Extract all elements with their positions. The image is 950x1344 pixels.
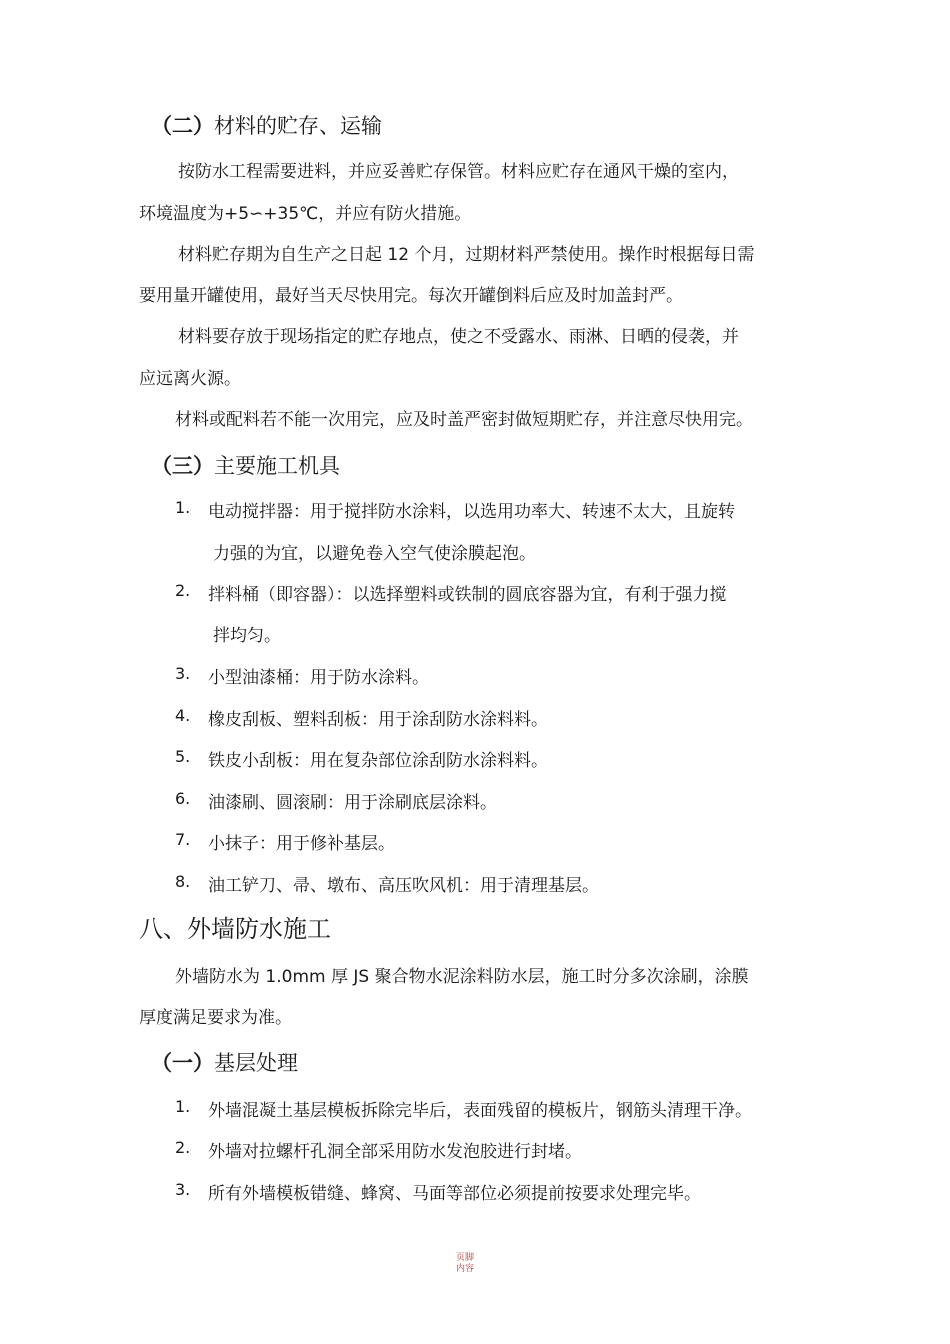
list-item-number: 5. <box>175 747 191 766</box>
page-footer: 页脚内容 <box>456 1253 475 1274</box>
list-item-number: 7. <box>175 830 191 849</box>
list-item-text: 小抹子：用于修补基层。 <box>208 834 395 854</box>
section-title: 主要施工机具 <box>214 454 340 478</box>
paragraph-line: 材料贮存期为自生产之日起 12 个月，过期材料严禁使用。操作时根据每日需 <box>178 245 755 265</box>
section-number: （二） <box>151 114 214 138</box>
section-title: 基层处理 <box>214 1051 298 1075</box>
list-item-text: 油工铲刀、帚、墩布、高压吹风机：用于清理基层。 <box>208 876 599 896</box>
section-number: （三） <box>151 454 214 478</box>
list-item-number: 4. <box>175 706 191 725</box>
list-item-number: 2. <box>175 1138 191 1157</box>
list-item-number: 3. <box>175 664 191 683</box>
list-item-text: 橡皮刮板、塑料刮板：用于涂刮防水涂料料。 <box>208 710 548 730</box>
list-item-number: 2. <box>175 581 191 600</box>
paragraph-line: 按防水工程需要进料，并应妥善贮存保管。材料应贮存在通风干燥的室内， <box>178 162 739 182</box>
chapter-heading: 八、外墙防水施工 <box>139 915 331 943</box>
list-item-text: 油漆刷、圆滚刷：用于涂刷底层涂料。 <box>208 793 497 813</box>
list-item-text: 拌均匀。 <box>213 626 281 646</box>
list-item-text: 铁皮小刮板：用在复杂部位涂刮防水涂料料。 <box>208 751 548 771</box>
paragraph-line: 材料要存放于现场指定的贮存地点，使之不受露水、雨淋、日晒的侵袭，并 <box>178 327 739 347</box>
paragraph-line: 环境温度为+5∽+35℃，并应有防火措施。 <box>139 204 472 224</box>
list-item-number: 6. <box>175 789 191 808</box>
paragraph-line: 应远离火源。 <box>139 369 241 389</box>
list-item-number: 1. <box>175 1097 191 1116</box>
list-item-text: 外墙对拉螺杆孔洞全部采用防水发泡胶进行封堵。 <box>208 1142 582 1162</box>
paragraph-line: 厚度满足要求为准。 <box>139 1008 292 1028</box>
list-item-text: 力强的为宜，以避免卷入空气使涂膜起泡。 <box>213 544 536 564</box>
list-item-number: 8. <box>175 872 191 891</box>
section-heading-base-treatment <box>151 1047 298 1077</box>
paragraph-line: 要用量开罐使用，最好当天尽快用完。每次开罐倒料后应及时加盖封严。 <box>139 286 683 306</box>
list-item-text: 拌料桶（即容器）：以选择塑料或铁制的圆底容器为宜，有利于强力搅 <box>208 585 727 605</box>
section-title: 材料的贮存、运输 <box>214 114 382 138</box>
section-heading-storage <box>151 110 382 140</box>
list-item-text: 外墙混凝土基层模板拆除完毕后，表面残留的模板片，钢筋头清理干净。 <box>208 1101 752 1121</box>
paragraph-line: 外墙防水为 1.0mm 厚 JS 聚合物水泥涂料防水层，施工时分多次涂刷，涂膜 <box>175 967 749 987</box>
list-item-number: 1. <box>175 498 191 517</box>
section-heading-tools <box>151 450 340 480</box>
list-item-text: 小型油漆桶：用于防水涂料。 <box>208 668 429 688</box>
list-item-text: 所有外墙模板错缝、蜂窝、马面等部位必须提前按要求处理完毕。 <box>208 1184 701 1204</box>
list-item-number: 3. <box>175 1180 191 1199</box>
list-item-text: 电动搅拌器：用于搅拌防水涂料，以选用功率大、转速不太大，且旋转 <box>208 502 735 522</box>
section-number: （一） <box>151 1051 214 1075</box>
paragraph-line: 材料或配料若不能一次用完，应及时盖严密封做短期贮存，并注意尽快用完。 <box>175 410 753 430</box>
